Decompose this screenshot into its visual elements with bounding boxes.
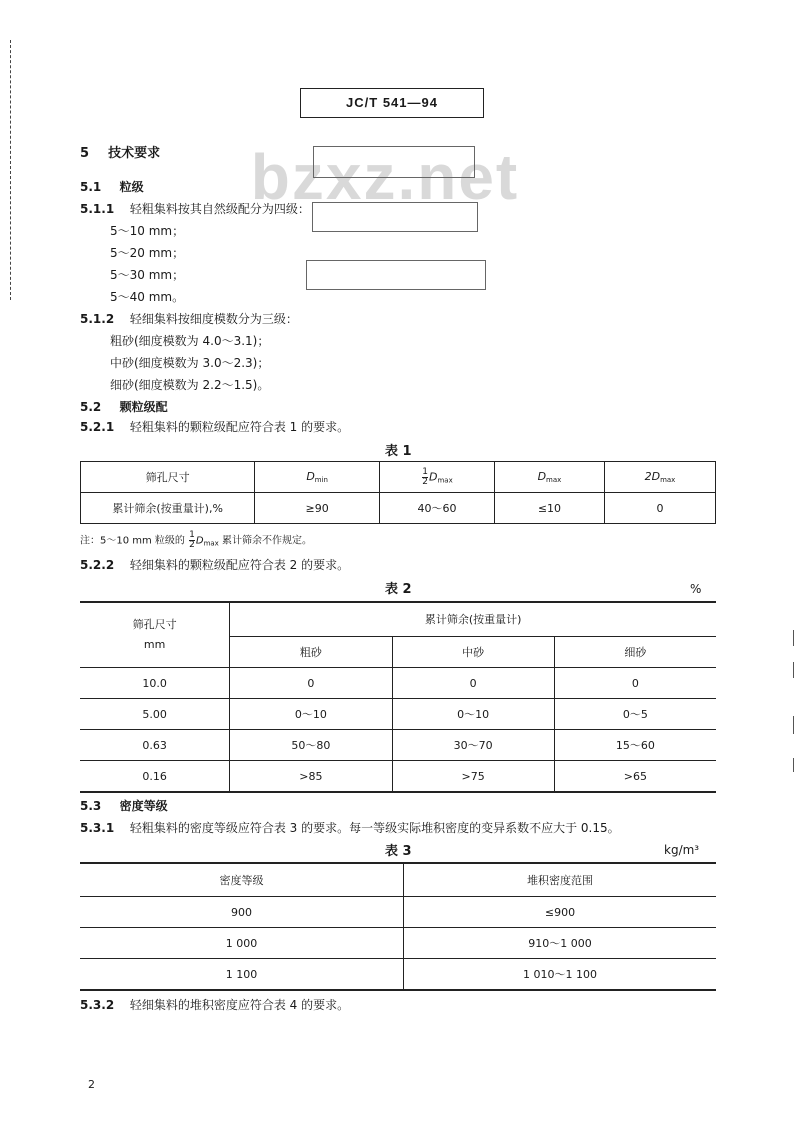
header-cell: 中砂 [392, 636, 554, 667]
clause-5-3-2 [80, 996, 349, 1013]
clause-5-3-1 [80, 819, 620, 836]
empty-box [313, 146, 475, 178]
note-text: 注：5～10 mm 粒级的 [80, 535, 185, 547]
table-1-note [80, 531, 312, 550]
empty-box [306, 260, 486, 290]
clause-text: 轻细集料的颗粒级配应符合表 2 的要求。 [129, 558, 350, 572]
list-item: 细砂(细度模数为 2.2～1.5)。 [110, 378, 270, 392]
header-group: 累计筛余(按重量计) [230, 602, 716, 636]
subscript: max [546, 476, 562, 484]
table-cell: 15～60 [554, 730, 716, 761]
table-cell: 0 [230, 668, 392, 699]
table-cell: >75 [392, 761, 554, 793]
left-margin-line [10, 40, 11, 300]
clause-number: 5.1.2 [80, 312, 115, 326]
table-cell: 0～10 [392, 699, 554, 730]
table-cell: 1 100 [80, 959, 404, 991]
table-header-row [81, 462, 716, 493]
table-cell: 0.63 [80, 730, 230, 761]
symbol: 2D [644, 470, 661, 483]
section-5-3-heading [80, 797, 168, 814]
list-item: 粗砂(细度模数为 4.0～3.1)； [110, 334, 270, 348]
table-cell: 10.0 [80, 668, 230, 699]
table-row [80, 897, 716, 928]
table-cell: 900 [80, 897, 404, 928]
clause-number: 5.1.1 [80, 202, 115, 216]
table-cell: 50～80 [230, 730, 392, 761]
clause-number: 5.2.2 [80, 558, 115, 572]
header-cell [255, 462, 380, 493]
table-3-unit: kg/m³ [664, 843, 700, 857]
header-cell [80, 602, 230, 668]
table-3-caption: 表 3 [385, 844, 412, 859]
symbol: D [306, 470, 315, 483]
clause-text: 轻细集料的堆积密度应符合表 4 的要求。 [129, 998, 350, 1012]
clause-text: 轻细集料按细度模数分为三级： [129, 312, 298, 326]
clause-text: 轻粗集料的密度等级应符合表 3 的要求。每一等级实际堆积密度的变异系数不应大于 0.15。 [129, 821, 620, 835]
scan-mark [793, 758, 794, 772]
table-cell: >65 [623, 769, 647, 783]
clause-text: 轻粗集料按其自然级配分为四级： [129, 202, 310, 216]
numerator: 1 [422, 466, 428, 477]
table-1-caption: 表 1 [385, 444, 412, 459]
denominator: 2 [189, 540, 195, 550]
denominator: 2 [422, 476, 428, 487]
table-2-caption: 表 2 [385, 582, 412, 597]
header-cell: 细砂 [554, 636, 716, 667]
header-cell [380, 462, 495, 493]
table-cell: 0.16 [80, 761, 230, 793]
table-header-row [80, 602, 716, 636]
section-title: 粒级 [119, 180, 144, 194]
table-2 [80, 601, 716, 793]
section-title: 颗粒级配 [119, 400, 168, 414]
table-cell: 30～70 [392, 730, 554, 761]
watermark: bzxz.net [250, 141, 520, 213]
list-item: 5～30 mm； [110, 268, 185, 282]
table-cell: 0 [554, 668, 716, 699]
row-label: 累计筛余(按重量计),% [81, 493, 255, 524]
table-cell: ≤10 [494, 493, 604, 524]
table-cell: 1 000 [80, 928, 404, 959]
table-row [80, 761, 716, 793]
page-number: 2 [88, 1078, 95, 1091]
table-cell: ≥90 [255, 493, 380, 524]
table-cell: 40～60 [380, 493, 495, 524]
table-cell: 0 [604, 493, 715, 524]
clause-text: 轻粗集料的颗粒级配应符合表 1 的要求。 [129, 420, 350, 434]
section-5-2-heading [80, 398, 168, 415]
header-cell: 堆积密度范围 [404, 863, 717, 897]
list-item: 5～10 mm； [110, 224, 185, 238]
section-number: 5 [80, 146, 90, 161]
clause-number: 5.2.1 [80, 420, 115, 434]
table-3 [80, 862, 716, 991]
list-item: 中砂(细度模数为 3.0～2.3)； [110, 356, 270, 370]
table-1 [80, 461, 716, 524]
subscript: max [660, 476, 676, 484]
symbol: D [537, 470, 547, 483]
header-cell: 粗砂 [230, 636, 392, 667]
subscript: min [314, 476, 328, 484]
scan-mark [793, 662, 794, 678]
header-cell [494, 462, 604, 493]
empty-box [312, 202, 478, 232]
symbol: D [428, 470, 438, 483]
header-cell: 密度等级 [80, 863, 404, 897]
table-row [80, 699, 716, 730]
clause-5-2-1 [80, 418, 349, 435]
table-header-row [80, 863, 716, 897]
scan-mark [793, 630, 794, 646]
clause-5-1-1 [80, 200, 310, 217]
section-number: 5.1 [80, 180, 102, 194]
table-cell: 910～1 000 [404, 928, 717, 959]
table-cell: 0 [392, 668, 554, 699]
table-row [81, 493, 716, 524]
table-row [80, 928, 716, 959]
table-row [80, 959, 716, 991]
note-text: 累计筛余不作规定。 [222, 535, 313, 547]
table-cell: 0～5 [554, 699, 716, 730]
header-cell [604, 462, 715, 493]
subscript: max [203, 539, 219, 548]
table-cell: ≤900 [404, 897, 717, 928]
section-number: 5.2 [80, 400, 102, 414]
table-cell: >85 [230, 761, 392, 793]
numerator: 1 [189, 530, 195, 540]
section-5-1-heading [80, 178, 144, 195]
list-item: 5～20 mm； [110, 246, 185, 260]
table-row [80, 730, 716, 761]
header-label: 筛孔尺寸 [132, 618, 177, 631]
table-cell: 5.00 [80, 699, 230, 730]
symbol: D [195, 535, 204, 547]
header-unit: mm [143, 638, 166, 651]
clause-number: 5.3.2 [80, 998, 115, 1012]
table-cell: 1 010～1 100 [523, 968, 597, 981]
section-title: 技术要求 [108, 146, 161, 161]
table-cell: 0～10 [230, 699, 392, 730]
scan-mark [793, 716, 794, 734]
section-5-heading [80, 142, 160, 161]
fraction [189, 531, 195, 550]
section-number: 5.3 [80, 799, 102, 813]
document-code: JC/T 541—94 [300, 88, 484, 118]
clause-5-1-2 [80, 310, 298, 327]
header-cell: 筛孔尺寸 [81, 462, 255, 493]
fraction [422, 468, 428, 487]
clause-5-2-2 [80, 556, 349, 573]
section-title: 密度等级 [119, 799, 168, 813]
table-2-unit: % [690, 582, 702, 596]
clause-number: 5.3.1 [80, 821, 115, 835]
table-row [80, 668, 716, 699]
subscript: max [437, 476, 453, 484]
list-item: 5～40 mm。 [110, 290, 185, 304]
